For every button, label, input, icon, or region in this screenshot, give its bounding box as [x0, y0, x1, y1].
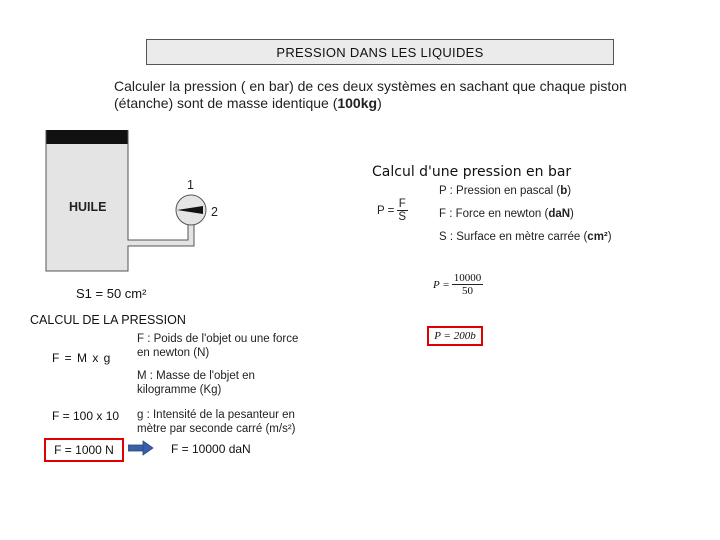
definition-p-text: : Pression en pascal (	[449, 185, 561, 197]
definition-s-symbol: S	[439, 231, 447, 243]
piston	[46, 130, 128, 144]
definition-force	[137, 332, 298, 360]
arrow-right-icon	[128, 440, 154, 456]
intro-line-1: Calculer la pression ( en bar) de ces deux systèmes en sachant que chaque piston	[114, 78, 627, 94]
intro-line-2-suffix: )	[377, 95, 382, 111]
pressure-result-box	[427, 326, 483, 346]
numeric-pressure-formula	[433, 272, 483, 298]
definition-f: F : Force en newton (daN)	[439, 208, 574, 220]
formula-numerator: F	[398, 198, 406, 210]
page-title	[146, 39, 614, 65]
intro-mass-value: 100kg	[337, 95, 378, 111]
formula-lhs: P =	[377, 205, 395, 217]
surface-label: S1 = 50 cm²	[76, 286, 147, 301]
calc-numerator: 10000	[453, 272, 482, 284]
fluid-label: HUILE	[69, 200, 107, 214]
calc-fraction	[452, 272, 484, 298]
definition-s-text: : Surface en mètre carrée (	[449, 231, 588, 243]
oil-fluid	[46, 144, 194, 246]
definition-f-unit: daN	[548, 208, 571, 220]
force-step: F = 100 x 10	[52, 409, 120, 423]
definition-f-text: : Force en newton (	[449, 208, 549, 220]
definition-mass-line-1: M : Masse de l'objet en	[137, 370, 255, 382]
definition-p-unit: b	[560, 185, 568, 197]
definition-s: S : Surface en mètre carrée (cm²)	[439, 231, 612, 243]
force-converted: F = 10000 daN	[171, 442, 251, 456]
container-inner-outline	[128, 130, 188, 240]
formula-title: Calcul d'une pression en bar	[372, 164, 572, 180]
formula-denominator: S	[398, 211, 407, 223]
definition-f-symbol: F	[439, 208, 447, 220]
page-title-text: PRESSION DANS LES LIQUIDES	[276, 44, 484, 60]
intro-text	[114, 78, 674, 112]
definition-p-symbol: P	[439, 185, 447, 197]
definition-force-line-2: en newton (N)	[137, 347, 210, 359]
definition-gravity-line-1: g : Intensité de la pesanteur en	[137, 409, 295, 421]
calc-denominator: 50	[461, 285, 473, 297]
force-formula: F = M x g	[52, 351, 112, 365]
point-2-label: 2	[211, 205, 218, 219]
definition-gravity-line-2: mètre par seconde carré (m/s²)	[137, 423, 296, 435]
force-section-title: CALCUL DE LA PRESSION	[30, 313, 186, 327]
force-result: F = 1000 N	[54, 443, 114, 457]
definition-mass-line-2: kilogramme (Kg)	[137, 384, 222, 396]
intro-line-2	[114, 95, 674, 112]
pressure-result: P = 200b	[434, 330, 476, 342]
formula-fraction	[396, 198, 408, 224]
definition-p: P : Pression en pascal (b)	[439, 185, 572, 197]
point-1-label: 1	[187, 178, 194, 192]
definition-mass	[137, 369, 255, 397]
oil-fluid-bottom	[46, 246, 128, 271]
intro-line-2-prefix: (étanche) sont de masse identique (	[114, 95, 338, 111]
definition-force-line-1: F : Poids de l'objet ou une force	[137, 333, 299, 345]
definition-s-unit: cm²	[587, 231, 608, 243]
force-result-box	[44, 438, 124, 462]
pressure-formula	[377, 198, 408, 224]
calc-lhs: P =	[433, 279, 450, 291]
definition-gravity	[137, 408, 296, 436]
